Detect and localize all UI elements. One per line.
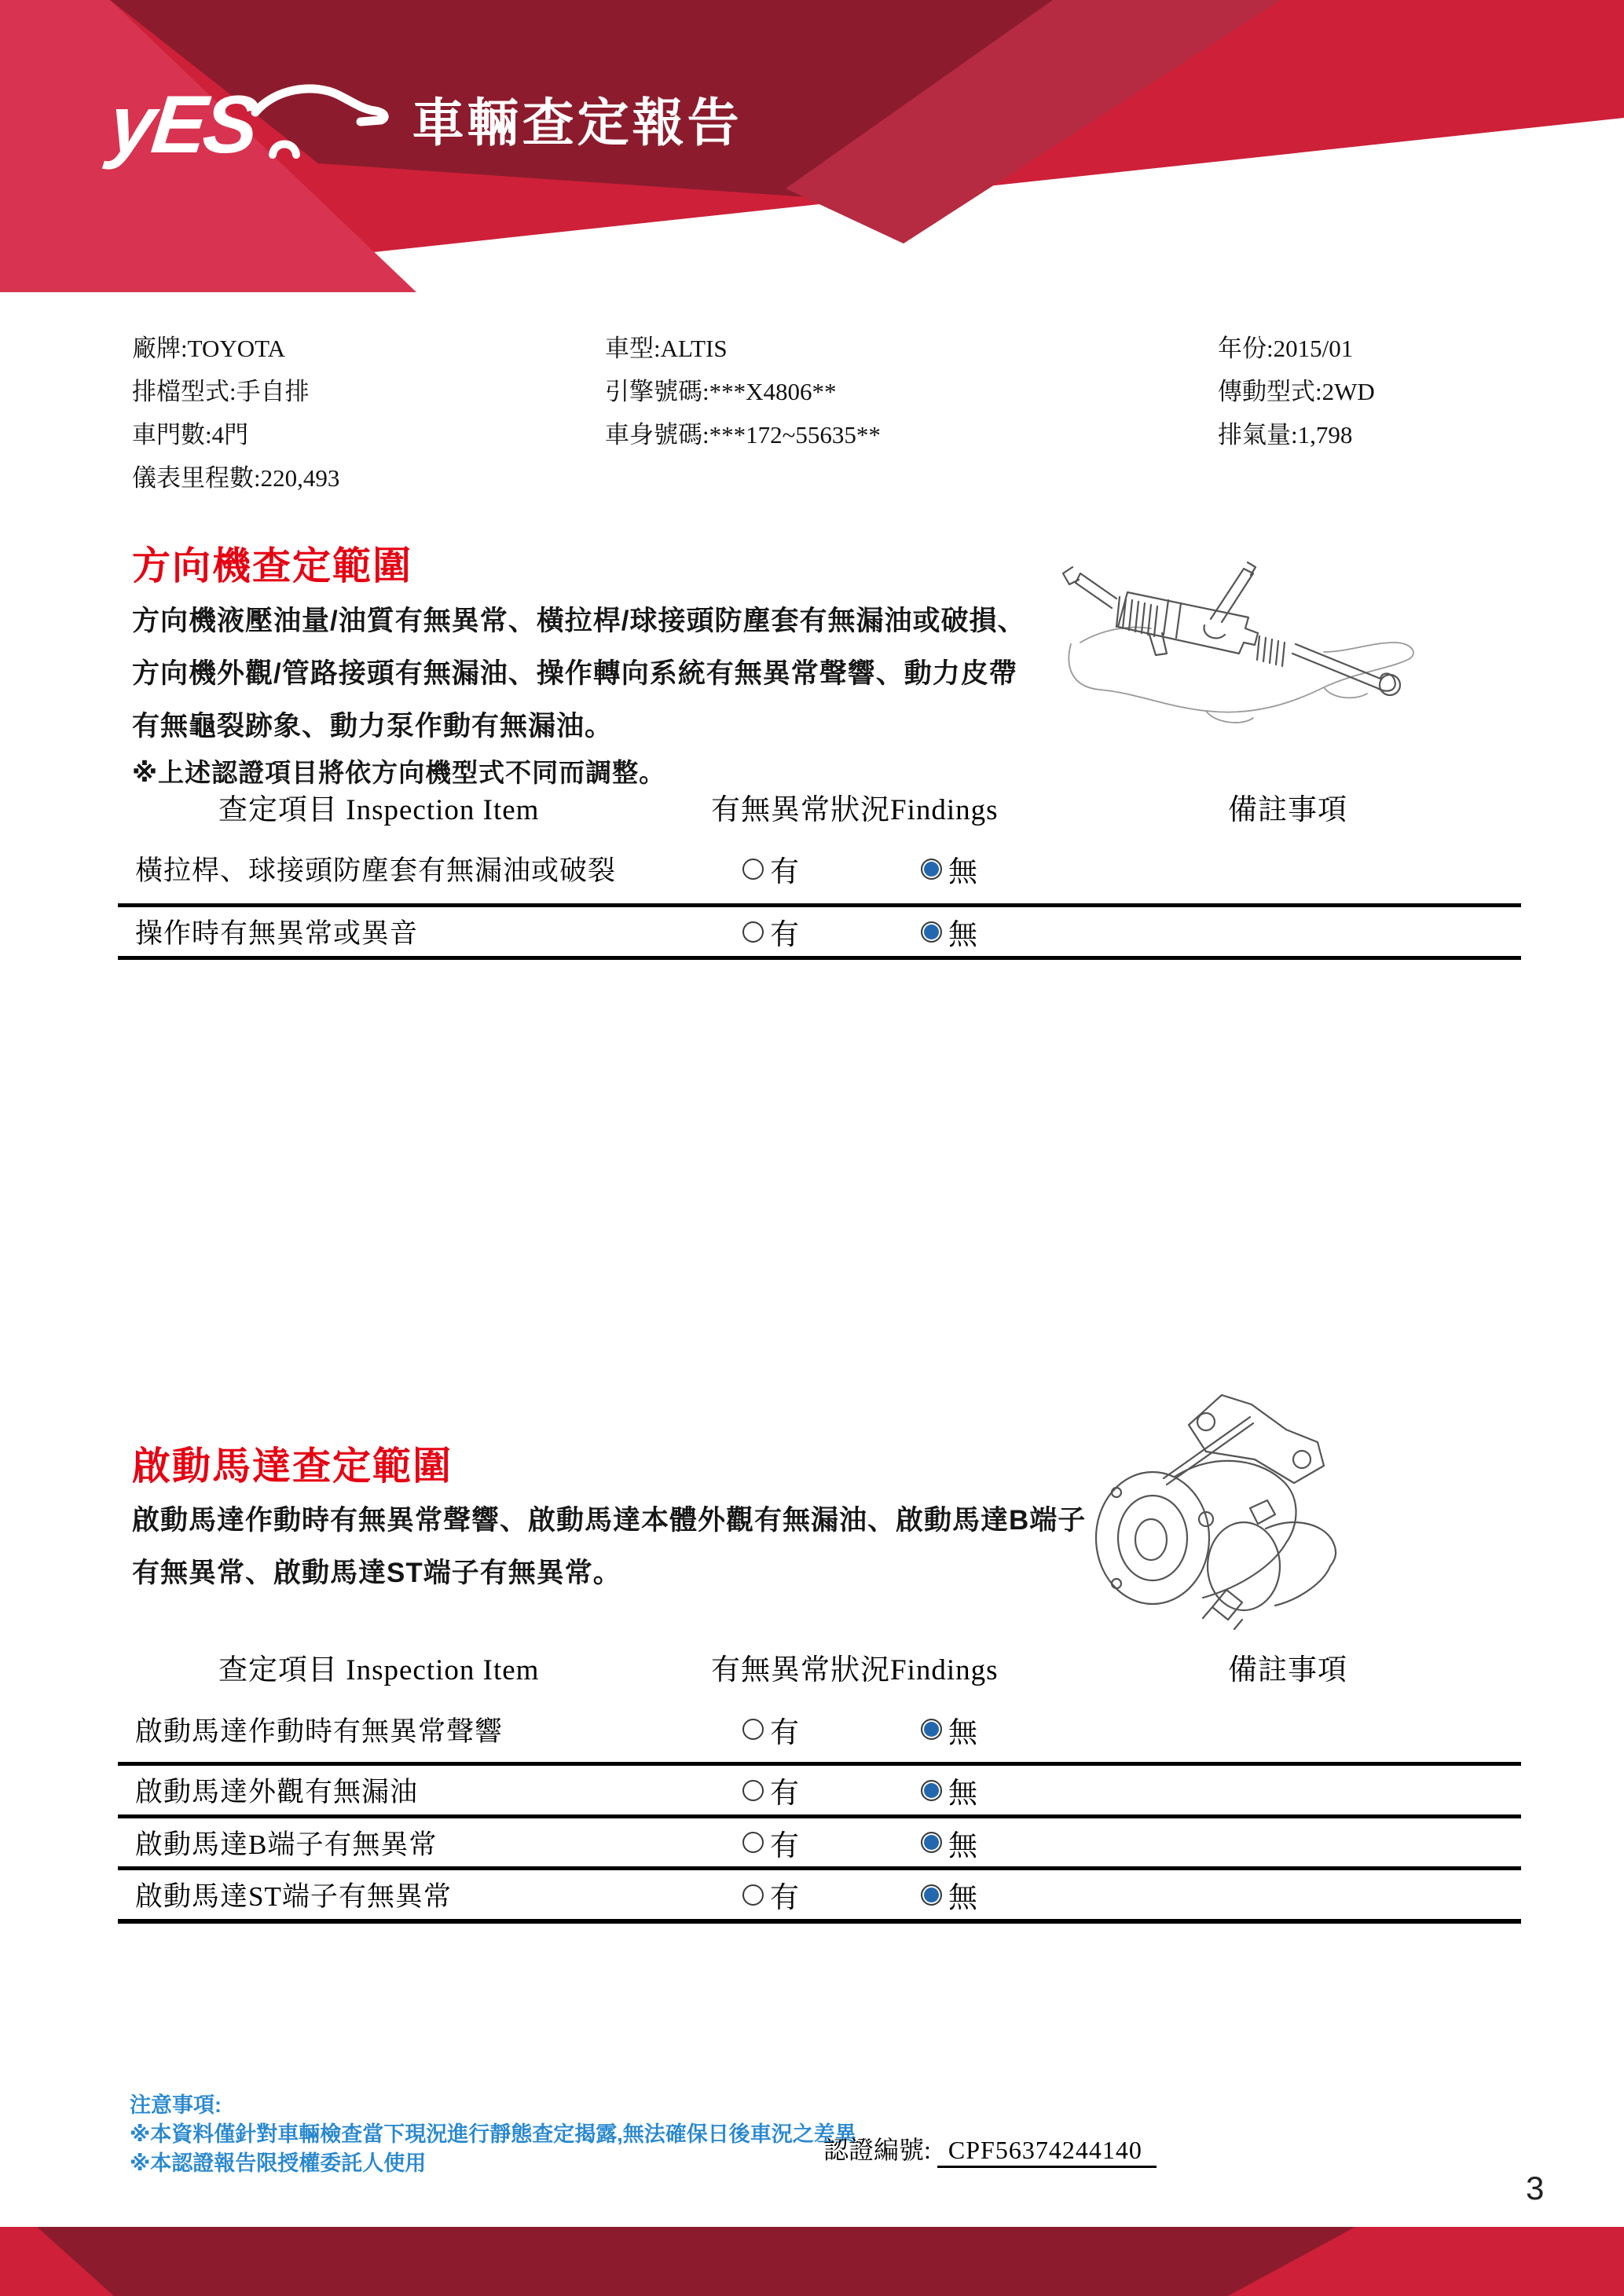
steering-col-findings-header: 有無異常狀況Findings (711, 794, 999, 826)
row-item-label: 啟動馬達ST端子有無異常 (135, 1881, 452, 1912)
report-title: 車輛查定報告 (412, 93, 742, 152)
info-year: 年份:2015/01 (1218, 335, 1354, 362)
info-doors: 車門數:4門 (132, 421, 249, 449)
info-odometer: 儀表里程數:220,493 (132, 464, 340, 492)
radio-yes[interactable] (742, 921, 764, 943)
finding-yes-option (742, 1873, 799, 1916)
info-model: 車型:ALTIS (605, 335, 728, 362)
steering-desc-line-2: 方向機外觀/管路接頭有無漏油、操作轉向系統有無異常聲響、動力皮帶 (132, 658, 1017, 689)
starter-desc-line-1: 啟動馬達作動時有無異常聲響、啟動馬達本體外觀有無漏油、啟動馬達B端子 (132, 1505, 1087, 1536)
radio-yes[interactable] (742, 1884, 764, 1906)
table-row (118, 1766, 1521, 1818)
row-item-label: 啟動馬達作動時有無異常聲響 (135, 1716, 504, 1747)
radio-no-label: 無 (948, 1778, 977, 1810)
starter-col-findings-header: 有無異常狀況Findings (711, 1654, 999, 1686)
radio-no-label: 無 (948, 1829, 977, 1862)
table-row (118, 1870, 1521, 1924)
row-item-label: 操作時有無異常或異音 (135, 918, 419, 949)
radio-no[interactable] (921, 1884, 942, 1906)
radio-yes-label: 有 (770, 919, 799, 951)
finding-no-option (921, 848, 977, 890)
info-displacement: 排氣量:1,798 (1218, 421, 1353, 449)
finding-yes-option (742, 1769, 799, 1811)
finding-yes-option (742, 848, 799, 890)
steering-desc-note: ※上述認證項目將依方向機型式不同而調整。 (132, 758, 666, 787)
info-brand: 廠牌:TOYOTA (132, 335, 286, 362)
starter-section-title: 啟動馬達查定範圍 (132, 1445, 453, 1488)
radio-yes-label: 有 (770, 856, 799, 888)
finding-no-option (921, 1769, 977, 1811)
certification-number: CPF56374244140 (937, 2136, 1157, 2168)
steering-col-item-header: 查定項目 Inspection Item (218, 794, 540, 826)
finding-no-option (921, 1873, 977, 1916)
table-row (118, 1818, 1521, 1870)
radio-yes-label: 有 (770, 1829, 799, 1862)
certification-label: 認證編號: (823, 2136, 931, 2164)
notice-line-2: ※本認證報告限授權委託人使用 (130, 2151, 427, 2175)
info-vin: 車身號碼:***172~55635** (605, 421, 881, 449)
certification-number-row (823, 2130, 1157, 2166)
row-item-label: 啟動馬達B端子有無異常 (135, 1829, 438, 1860)
radio-no-label: 無 (948, 1882, 977, 1914)
radio-yes[interactable] (742, 859, 764, 880)
notice-title: 注意事項: (130, 2093, 222, 2117)
radio-yes-label: 有 (770, 1716, 799, 1749)
steering-desc-line-1: 方向機液壓油量/油質有無異常、橫拉桿/球接頭防塵套有無漏油或破損、 (132, 606, 1026, 636)
finding-yes-option (742, 1708, 799, 1751)
radio-no-label: 無 (948, 856, 977, 888)
row-item-label: 橫拉桿、球接頭防塵套有無漏油或破裂 (135, 855, 617, 886)
row-item-label: 啟動馬達外觀有無漏油 (135, 1777, 419, 1807)
finding-no-option (921, 1822, 977, 1864)
radio-no-label: 無 (948, 919, 977, 951)
notice-line-1: ※本資料僅針對車輛檢查當下現況進行靜態查定揭露,無法確保日後車況之差異 (130, 2122, 856, 2146)
radio-yes[interactable] (742, 1832, 764, 1853)
finding-yes-option (742, 1822, 799, 1864)
radio-no[interactable] (921, 1719, 942, 1740)
info-engine-no: 引擎號碼:***X4806** (605, 378, 837, 405)
starter-col-remark-header: 備註事項 (1228, 1654, 1347, 1686)
steering-desc-line-3: 有無龜裂跡象、動力泵作動有無漏油。 (132, 711, 614, 742)
footer-banner-art (0, 2227, 1624, 2296)
radio-yes-label: 有 (770, 1778, 799, 1810)
table-row (118, 907, 1521, 960)
finding-yes-option (742, 910, 799, 953)
radio-no[interactable] (921, 921, 942, 943)
radio-yes-label: 有 (770, 1882, 799, 1914)
finding-no-option (921, 910, 977, 953)
yes-logo: yES (104, 79, 260, 170)
radio-no[interactable] (921, 1780, 942, 1801)
table-row (118, 1697, 1521, 1766)
table-row (118, 834, 1521, 907)
steering-rack-illustration (1057, 550, 1434, 742)
finding-no-option (921, 1708, 977, 1751)
radio-yes[interactable] (742, 1780, 764, 1801)
radio-no-label: 無 (948, 1716, 977, 1749)
starter-motor-illustration (1088, 1384, 1363, 1631)
steering-section-title: 方向機查定範圍 (132, 545, 413, 588)
info-drivetrain: 傳動型式:2WD (1218, 378, 1375, 405)
steering-col-remark-header: 備註事項 (1228, 794, 1347, 826)
page-number: 3 (1526, 2170, 1545, 2206)
starter-col-item-header: 查定項目 Inspection Item (218, 1654, 540, 1686)
header-logo-row (104, 75, 742, 170)
radio-no[interactable] (921, 859, 942, 880)
radio-no[interactable] (921, 1832, 942, 1853)
starter-desc-line-2: 有無異常、啟動馬達ST端子有無異常。 (132, 1558, 621, 1588)
info-transmission-type: 排檔型式:手自排 (132, 378, 310, 405)
car-silhouette-icon (251, 79, 392, 166)
radio-yes[interactable] (742, 1719, 764, 1740)
